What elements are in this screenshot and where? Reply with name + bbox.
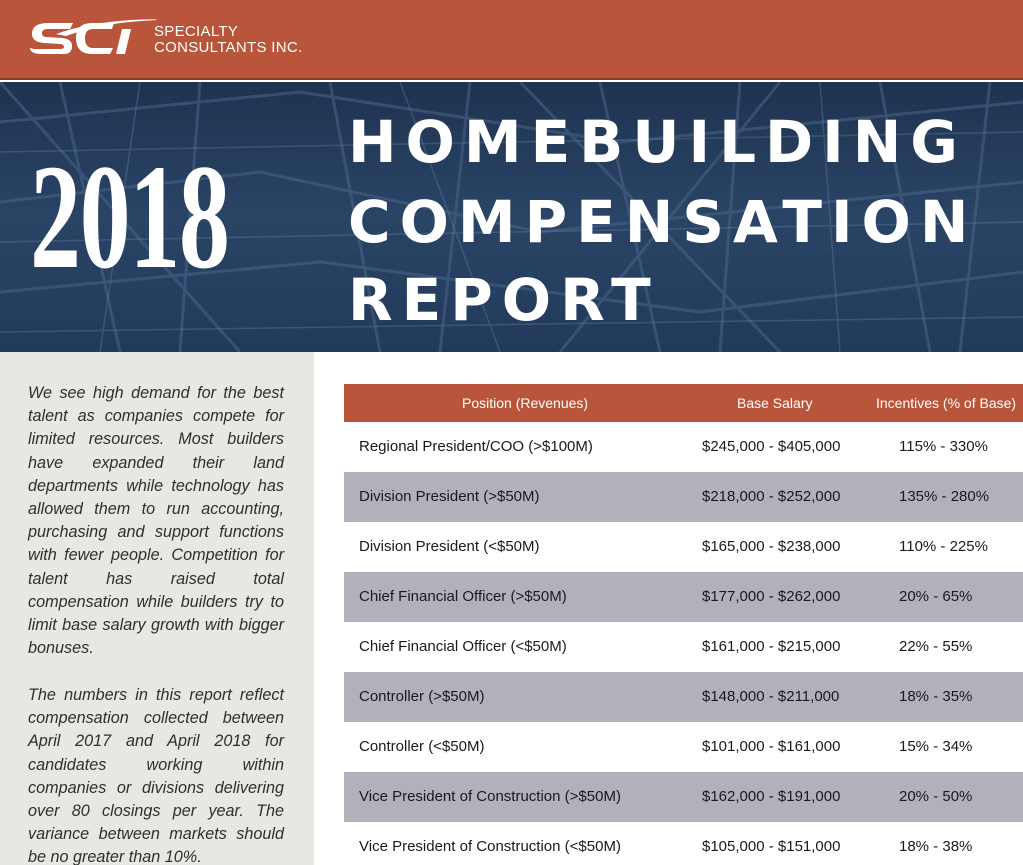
cell-position: Vice President of Construction (<$50M) (359, 838, 621, 855)
company-name-line2: CONSULTANTS INC. (154, 39, 303, 56)
table-row (344, 472, 1023, 522)
table-row (344, 672, 1023, 722)
company-name (154, 24, 302, 56)
table-row (344, 772, 1023, 822)
cell-position: Vice President of Construction (>$50M) (359, 788, 621, 805)
hero-banner (0, 82, 1023, 352)
intro-paragraph-1: We see high demand for the best talent as companies compete for limited resources. Most builders have expanded their land departments while technology has allowed them to run accounting, purchasing and support functions with fewer people. Competition for talent has raised total compensation while builders try to limit base salary growth with bigger bonuses. (28, 384, 284, 658)
table-row (344, 822, 1023, 865)
company-name-line1: SPECIALTY (154, 23, 239, 40)
table-header (344, 384, 1023, 422)
cell-position: Controller (<$50M) (359, 738, 485, 755)
table-row (344, 572, 1023, 622)
report-title-line-3: REPORT (348, 266, 660, 334)
cell-position: Division President (>$50M) (359, 488, 540, 505)
report-title-line-1: HOMEBUILDING (348, 108, 967, 176)
cell-base-salary: $177,000 - $262,000 (702, 588, 841, 605)
table-row (344, 622, 1023, 672)
cell-incentives: 18% - 35% (899, 688, 973, 705)
report-title-line-2: COMPENSATION (348, 188, 978, 256)
cell-position: Chief Financial Officer (<$50M) (359, 638, 567, 655)
sci-logo-icon (26, 10, 156, 60)
cell-incentives: 135% - 280% (899, 488, 990, 505)
cell-incentives: 20% - 65% (899, 588, 973, 605)
cell-base-salary: $245,000 - $405,000 (702, 438, 841, 455)
cell-base-salary: $101,000 - $161,000 (702, 738, 841, 755)
cell-position: Division President (<$50M) (359, 538, 540, 555)
cell-base-salary: $162,000 - $191,000 (702, 788, 841, 805)
table-row (344, 422, 1023, 472)
cell-incentives: 22% - 55% (899, 638, 973, 655)
cell-base-salary: $105,000 - $151,000 (702, 838, 841, 855)
cell-position: Regional President/COO (>$100M) (359, 438, 593, 455)
cell-position: Controller (>$50M) (359, 688, 485, 705)
cell-incentives: 20% - 50% (899, 788, 973, 805)
cell-position: Chief Financial Officer (>$50M) (359, 588, 567, 605)
cell-incentives: 15% - 34% (899, 738, 973, 755)
report-year: 2018 (30, 134, 229, 300)
table-row (344, 722, 1023, 772)
table-row (344, 522, 1023, 572)
cell-incentives: 110% - 225% (899, 538, 988, 555)
cell-incentives: 115% - 330% (899, 438, 988, 455)
cell-base-salary: $165,000 - $238,000 (702, 538, 841, 555)
header-bar (0, 0, 1023, 80)
intro-paragraph-2: The numbers in this report reflect compensation collected between April 2017 and April 2018 for candidates working within companies or divisions delivering over 80 closings per year. The variance between markets should be no greater than 10%. (28, 686, 284, 865)
cell-base-salary: $148,000 - $211,000 (702, 688, 840, 705)
header-position: Position (Revenues) (462, 395, 589, 411)
cell-base-salary: $218,000 - $252,000 (702, 488, 841, 505)
header-incentives: Incentives (% of Base) (876, 395, 1017, 411)
header-base-salary: Base Salary (737, 395, 813, 411)
cell-incentives: 18% - 38% (899, 838, 973, 855)
cell-base-salary: $161,000 - $215,000 (702, 638, 841, 655)
company-logo (26, 10, 316, 72)
intro-panel (0, 352, 314, 865)
